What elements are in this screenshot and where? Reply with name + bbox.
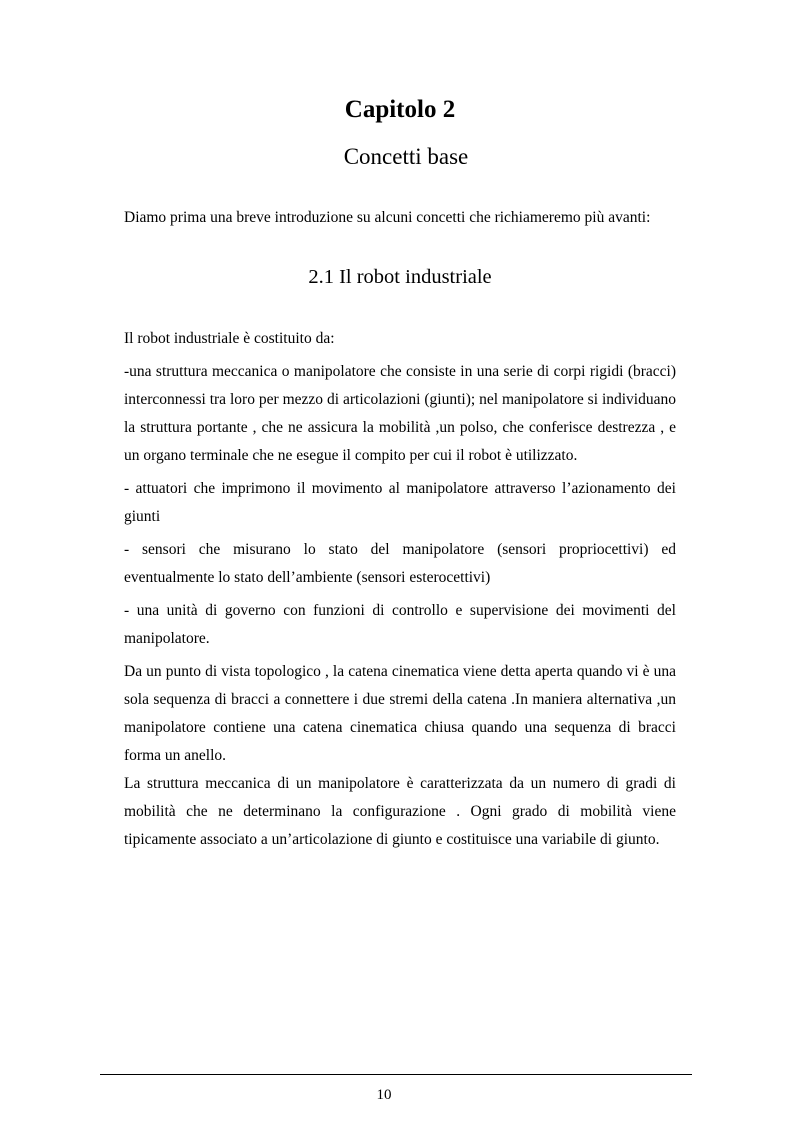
footer-rule [100, 1074, 692, 1075]
body-paragraph: Da un punto di vista topologico , la catena cinematica viene detta aperta quando vi è una sola sequenza di bracci a connettere i due stremi della catena .In maniera alternativa ,un manipolatore contiene una catena cinematica chiusa quando una sequenza di bracci forma un anello. [124, 663, 676, 764]
body-paragraph: - una unità di governo con funzioni di controllo e supervisione dei movimenti del manipolatore. [124, 602, 676, 647]
chapter-title: Concetti base [343, 144, 469, 169]
body-paragraph: - attuatori che imprimono il movimento al manipolatore attraverso l’azionamento dei giunti [124, 480, 676, 525]
page-number: 10 [376, 1087, 392, 1103]
intro-paragraph: Diamo prima una breve introduzione su alcuni concetti che richiameremo più avanti: [124, 209, 651, 226]
chapter-number: Capitolo 2 [344, 96, 456, 123]
body-text [124, 325, 676, 854]
section-title: 2.1 Il robot industriale [308, 266, 492, 288]
body-paragraph: - sensori che misurano lo stato del manipolatore (sensori propriocettivi) ed eventualmente lo stato dell’ambiente (sensori esterocettivi) [124, 541, 676, 586]
body-paragraph: Il robot industriale è costituito da: [124, 330, 335, 347]
body-paragraph: -una struttura meccanica o manipolatore che consiste in una serie di corpi rigidi (bracci) interconnessi tra loro per mezzo di articolazioni (giunti); nel manipolatore si individuano la struttura portante , che ne assicura la mobilità ,un polso, che conferisce destrezza , e un organo terminale che ne esegue il compito per cui il robot è utilizzato. [124, 363, 676, 464]
body-paragraph: La struttura meccanica di un manipolatore è caratterizzata da un numero di gradi di mobilità che ne determinano la configurazione . Ogni grado di mobilità viene tipicamente associato a un’articolazione di giunto e costituisce una variabile di giunto. [124, 775, 676, 848]
